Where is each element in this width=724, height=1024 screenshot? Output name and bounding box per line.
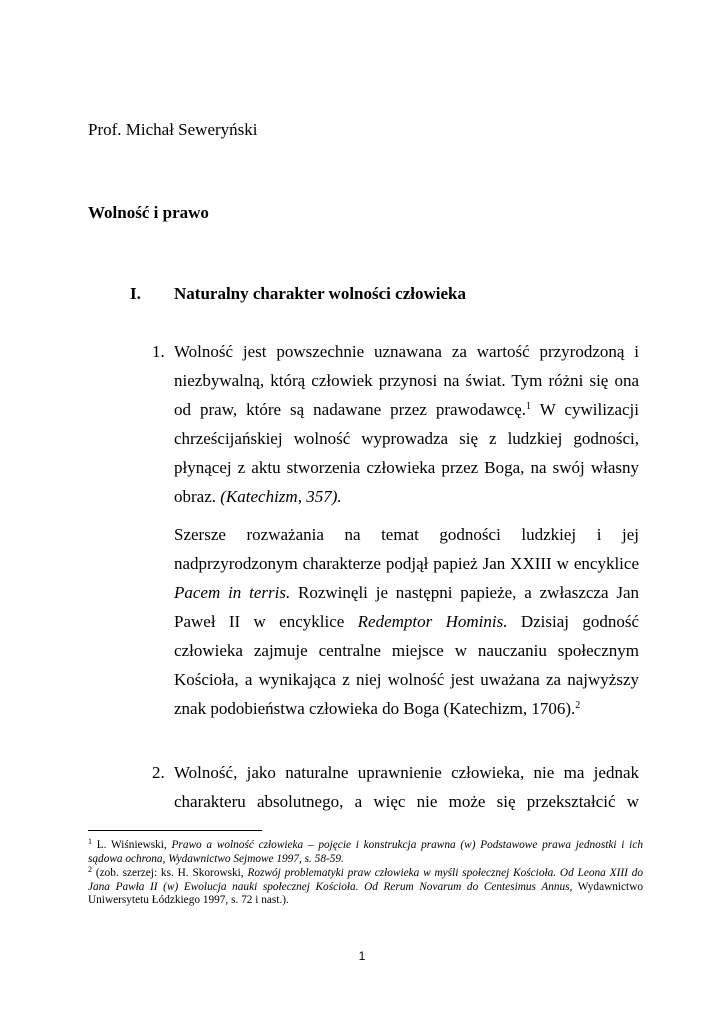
citation: (Katechizm, 357).	[220, 487, 342, 506]
footnote-ref[interactable]: 2	[575, 700, 581, 711]
paragraph-1-continuation	[174, 520, 639, 723]
author-line: Prof. Michał Seweryński	[88, 120, 258, 139]
footnote-source: Rozwój problematyki praw człowieka w myśli społecznej Kościoła. Od Leona XIII do Jana Pawła II (w) Ewolucja nauki społecznej Kościoła. Od Rerum Novarum do Centesimus Annus,	[88, 867, 643, 893]
encyclical-title: Redemptor Hominis.	[357, 612, 508, 631]
paragraph-1	[174, 337, 639, 511]
footnote-2	[88, 867, 643, 908]
footnote-text: (zob. szerzej: ks. H. Skorowski,	[92, 867, 248, 879]
document-title: Wolność i prawo	[88, 203, 209, 222]
paragraph-text: W cywilizacji chrześcijańskiej wolność wyprowadza się z ludzkiej godności, płynącej z aktu stworzenia człowieka przez Boga, na swój własny obraz.	[174, 400, 640, 506]
footnote-1	[88, 839, 643, 866]
section-title: Naturalny charakter wolności człowieka	[174, 284, 466, 303]
paragraph-number: 2.	[152, 763, 165, 782]
paragraph-2: Wolność, jako naturalne uprawnienie człowieka, nie ma jednak charakteru absolutnego, a więc nie może się przekształcić w	[174, 763, 639, 811]
paragraph-number: 1.	[152, 342, 165, 361]
footnote-text: Wydawnictwo Uniwersytetu Łódzkiego 1997, s. 72 i nast.).	[88, 880, 643, 906]
section-number: I.	[130, 284, 141, 303]
footnote-separator	[88, 830, 262, 831]
footnote-text: L. Wiśniewski,	[92, 839, 172, 851]
paragraph-text: Rozwinęli je następni papieże, a zwłaszcza Jan Paweł II w encyklice	[174, 583, 639, 631]
paragraph-text: Szersze rozważania na temat godności ludzkiej i jej nadprzyrodzonym charakterze podjął papież Jan XXIII w encyklice	[174, 525, 639, 573]
footnote-ref[interactable]: 1	[526, 401, 532, 412]
page-number: 1	[358, 949, 366, 963]
footnote-number: 1	[88, 837, 92, 846]
encyclical-title: Pacem in terris.	[174, 583, 291, 602]
paragraph-text: Dzisiaj godność człowieka zajmuje centralne miejsce w nauczaniu społecznym Kościoła, a wynikająca z niej wolność jest uważana za najwyższy znak podobieństwa człowieka do Boga (Katechizm, 1706).	[174, 612, 639, 718]
footnote-number: 2	[88, 865, 92, 874]
paragraph-text: Wolność jest powszechnie uznawana za wartość przyrodzoną i niezbywalną, którą człowiek przynosi na świat. Tym różni się ona od praw, które są nadawane przez prawodawcę.	[174, 342, 639, 419]
footnote-source: Prawo a wolność człowieka – pojęcie i konstrukcja prawna (w) Podstawowe prawa jednostki i ich sądowa ochrona, Wydawnictwo Sejmowe 1997, s. 58-59.	[88, 839, 643, 865]
